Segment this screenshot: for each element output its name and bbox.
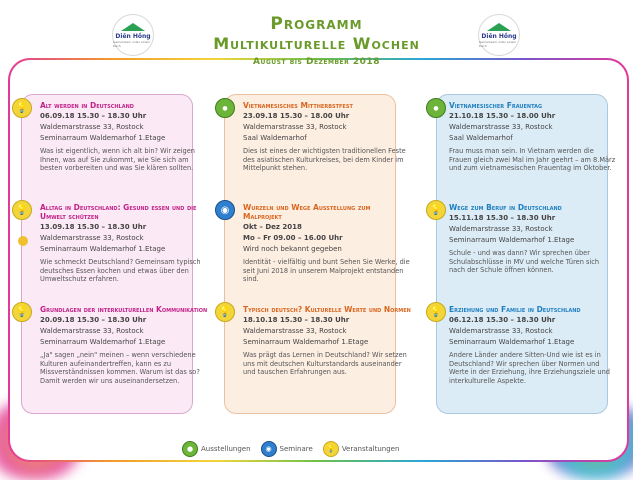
event-title: Erziehung und Familie in Deutschland: [449, 305, 581, 314]
title-line1: Programm: [270, 14, 363, 34]
column-middle: [224, 94, 411, 414]
green-event-icon: ●: [215, 98, 235, 118]
event-card: [243, 305, 411, 377]
legend-item-events: 💡 Veranstaltungen: [323, 441, 400, 457]
event-place: Waldemarstrasse 33, Rostock: [243, 327, 347, 335]
event-room: Wird noch bekannt gegeben: [243, 245, 342, 253]
subtitle: August bis Dezember 2018: [253, 57, 380, 67]
event-datetime: 06.12.18 15.30 – 18.30 Uhr: [449, 316, 556, 324]
event-datetime: 23.09.18 15.30 – 18.00 Uhr: [243, 112, 350, 120]
exhibition-icon: ◉: [215, 200, 235, 220]
event-place: Waldemarstrasse 33, Rostock: [449, 225, 553, 233]
column-right: [436, 94, 616, 414]
event-description: Was ist eigentlich, wenn ich alt bin? Wir zeigen Ihnen, was auf Sie zukommt, wie Sie sich am besten vorbereiten und was Sie klären sollten.: [40, 147, 195, 173]
event-description: Frau muss man sein. In Vietnam werden die Frauen gleich zwei Mal im Jahr geehrt – am 8.März und zum vietnamesischen Frauentag im Oktober.: [449, 147, 616, 173]
event-datetime: 20.09.18 15.30 – 18.30 Uhr: [40, 316, 147, 324]
title-line2: Multikulturelle Wochen: [213, 34, 420, 53]
event-title: Vietnamesischer Frauentag: [449, 101, 543, 110]
event-hours: Mo – Fr 09.00 – 16.00 Uhr: [243, 234, 343, 242]
event-datetime: 21.10.18 15.30 – 18.00 Uhr: [449, 112, 556, 120]
lightbulb-icon: 💡: [12, 200, 32, 220]
legend-item-seminars: ◉ Seminare: [261, 441, 313, 457]
small-sun-icon: [18, 236, 28, 246]
lightbulb-icon: 💡: [426, 302, 446, 322]
event-place: Waldemarstrasse 33, Rostock: [40, 327, 144, 335]
event-room: Seminarraum Waldemarhof 1.Etage: [449, 236, 575, 244]
event-card: [449, 203, 617, 275]
lightbulb-icon: 💡: [12, 302, 32, 322]
event-title: Vietnamesisches Mittherbstfest: [243, 101, 353, 110]
event-datetime: 13.09.18 15.30 – 18.30 Uhr: [40, 223, 147, 231]
legend-item-exhibitions: ● Ausstellungen: [182, 441, 251, 457]
event-datetime: Okt – Dez 2018: [243, 223, 302, 231]
exhibition-icon: ◉: [261, 441, 277, 457]
event-room: Seminarraum Waldemarhof 1.Etage: [449, 338, 575, 346]
event-room: Saal Waldemarhof: [449, 134, 513, 142]
legend: [182, 440, 399, 458]
lightbulb-icon: 💡: [323, 441, 339, 457]
event-place: Waldemarstrasse 33, Rostock: [243, 123, 347, 131]
lightbulb-icon: 💡: [12, 98, 32, 118]
header: [0, 0, 633, 80]
event-description: Identität - vielfältig und bunt Sehen Sie Werke, die seit Juni 2018 in unserem Malprojekt entstanden sind.: [243, 258, 410, 284]
event-card: [40, 101, 208, 173]
event-card: [449, 101, 617, 173]
lightbulb-icon: 💡: [426, 200, 446, 220]
column-left: [21, 94, 208, 414]
event-title: Wurzeln und Wege Ausstellung zum Malprojekt: [243, 203, 371, 221]
event-title: Alt werden in Deutschland: [40, 101, 134, 110]
event-room: Seminarraum Waldemarhof 1.Etage: [243, 338, 369, 346]
event-title: Grundlagen der interkulturellen Kommunikation: [40, 305, 208, 314]
event-description: Andere Länder andere Sitten-Und wie ist es in Deutschland? Wir sprechen über Normen und Werte in der Erziehung, ihre Erziehungsziele und interkulturelle Aspekte.: [449, 351, 610, 385]
event-place: Waldemarstrasse 33, Rostock: [449, 123, 553, 131]
logo-right: Diên Hồng Gemeinsam unter einem Dach: [478, 14, 520, 56]
logo-left: Diên Hồng Gemeinsam unter einem Dach: [112, 14, 154, 56]
event-description: Dies ist eines der wichtigsten traditionellen Feste des asiatischen Kulturkreises, bei dem Kinder im Mittelpunkt stehen.: [243, 147, 406, 173]
event-card: [449, 305, 617, 385]
event-description: Schule - und was dann? Wir sprechen über Schulabschlüsse in MV und welche Türen sich nach der Schule öffnen können.: [449, 249, 600, 275]
event-place: Waldemarstrasse 33, Rostock: [449, 327, 553, 335]
event-datetime: 06.09.18 15.30 – 18.30 Uhr: [40, 112, 147, 120]
event-description: „Ja" sagen „nein" meinen – wenn verschiedene Kulturen aufeinandertreffen, kann es zu Missverständnissen kommen. Warum ist das so? Damit werden wir uns auseinandersetzen.: [40, 351, 200, 385]
event-place: Waldemarstrasse 33, Rostock: [40, 234, 144, 242]
event-card: [243, 101, 411, 173]
green-event-icon: ●: [182, 441, 198, 457]
event-title: Typisch deutsch? Kulturelle Werte und Normen: [243, 305, 411, 314]
event-datetime: 18.10.18 15.30 – 18.30 Uhr: [243, 316, 350, 324]
event-room: Seminarraum Waldemarhof 1.Etage: [40, 134, 166, 142]
event-card: [40, 203, 208, 284]
event-title: Wege zum Beruf in Deutschland: [449, 203, 562, 212]
event-datetime: 15.11.18 15.30 – 18.30 Uhr: [449, 214, 556, 222]
event-title: Alltag in Deutschland: Gesund essen und die Umwelt schützen: [40, 203, 197, 221]
event-description: Was prägt das Lernen in Deutschland? Wir setzen uns mit deutschen Kulturstandards auseinander und tauschen Erfahrungen aus.: [243, 351, 407, 377]
event-card: [40, 305, 208, 385]
event-description: Wie schmeckt Deutschland? Gemeinsam typisch deutsches Essen kochen und etwas über den Umweltschutz erfahren.: [40, 258, 201, 284]
event-room: Saal Waldemarhof: [243, 134, 307, 142]
event-room: Seminarraum Waldemarhof 1.Etage: [40, 338, 166, 346]
lightbulb-icon: 💡: [215, 302, 235, 322]
event-place: Waldemarstrasse 33, Rostock: [40, 123, 144, 131]
event-card: [243, 203, 411, 284]
event-room: Seminarraum Waldemarhof 1.Etage: [40, 245, 166, 253]
green-event-icon: ●: [426, 98, 446, 118]
